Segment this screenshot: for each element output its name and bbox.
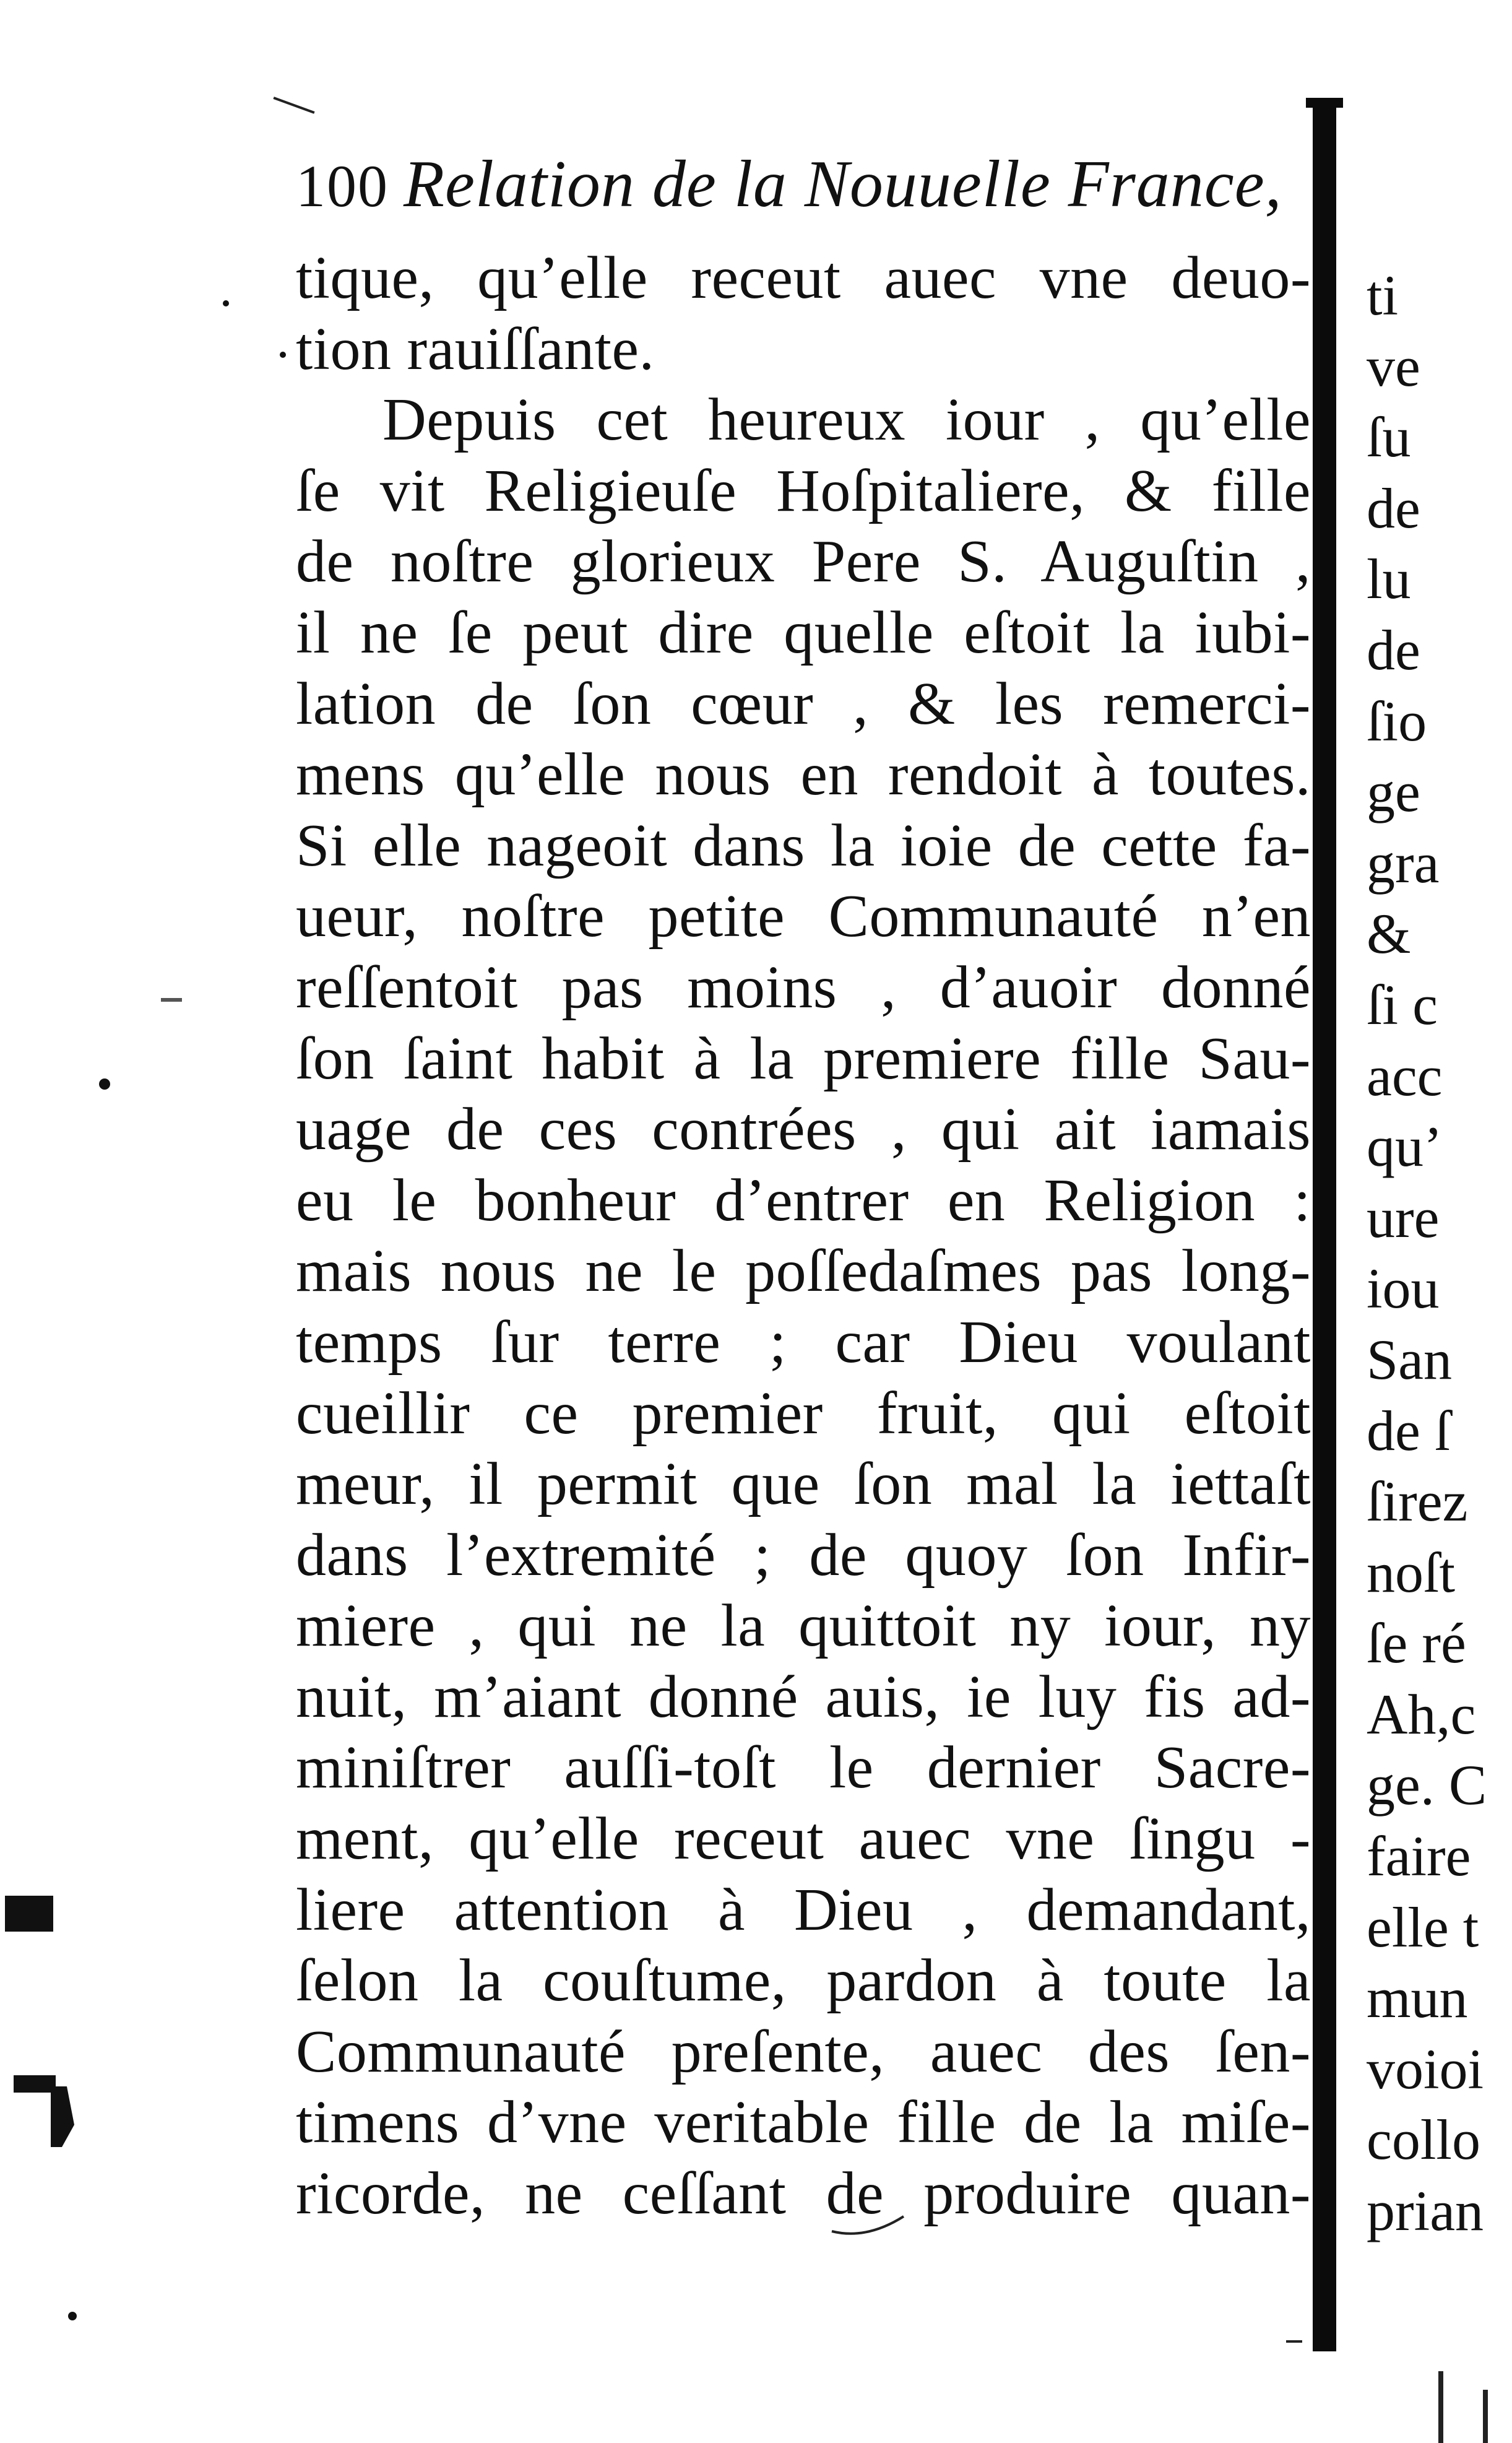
facing-page-line: de bbox=[1367, 476, 1420, 540]
facing-page-line: ure bbox=[1367, 1186, 1440, 1249]
text-line: ſe vit Religieuſe Hoſpitaliere, & fille bbox=[296, 457, 1311, 524]
catchword-flourish-mark bbox=[829, 2204, 916, 2241]
text-line: miniſtrer auſſi-toſt le dernier Sacre- bbox=[296, 1734, 1311, 1802]
facing-page-line: Ah,c bbox=[1367, 1682, 1476, 1746]
facing-page-line: lu bbox=[1367, 547, 1411, 611]
text-line: mens qu’elle nous en rendoit à toutes. bbox=[296, 741, 1311, 809]
text-line: tion rauiſſante. bbox=[296, 315, 655, 383]
margin-bracket-mark bbox=[12, 2068, 80, 2154]
edge-rule-mark bbox=[1483, 2390, 1488, 2443]
facing-page-line: ve bbox=[1367, 334, 1420, 398]
facing-page-line: mun bbox=[1367, 1966, 1468, 2030]
facing-page-line: & bbox=[1367, 902, 1411, 966]
stray-dot-mark bbox=[280, 352, 286, 358]
text-line: de noſtre glorieux Pere S. Auguſtin , bbox=[296, 528, 1311, 596]
facing-page-line: elle t bbox=[1367, 1895, 1479, 1959]
facing-page-line: qu’ bbox=[1367, 1115, 1443, 1179]
text-line: lation de ſon cœur , & les remerci- bbox=[296, 670, 1311, 737]
text-line: meur, il permit que ſon mal la iettaſt bbox=[296, 1451, 1311, 1518]
binding-gutter-bar bbox=[1313, 98, 1336, 2351]
margin-smudge-mark bbox=[161, 998, 182, 1002]
text-line: eu le bonheur d’entrer en Religion : bbox=[296, 1166, 1311, 1234]
facing-page-line: ſirez bbox=[1367, 1470, 1468, 1534]
facing-page-line: gra bbox=[1367, 831, 1440, 895]
facing-page-line: prian bbox=[1367, 2179, 1484, 2243]
text-line: ment, qu’elle receut auec vne ſingu - bbox=[296, 1805, 1311, 1873]
text-line: il ne ſe peut dire quelle eſtoit la iubi- bbox=[296, 599, 1311, 666]
text-line: mais nous ne le poſſedaſmes pas long- bbox=[296, 1238, 1311, 1305]
text-line: temps ſur terre ; car Dieu voulant bbox=[296, 1308, 1311, 1376]
facing-page-line: San bbox=[1367, 1327, 1452, 1391]
text-line: tique, qu’elle receut auec vne deuo- bbox=[296, 245, 1311, 311]
facing-page-line: acc bbox=[1367, 1044, 1443, 1108]
text-line: uage de ces contrées , qui ait iamais bbox=[296, 1096, 1311, 1163]
stray-dot-mark bbox=[68, 2312, 77, 2320]
text-line: cueillir ce premier fruit, qui eſtoit bbox=[296, 1379, 1311, 1447]
page-number: 100 bbox=[296, 153, 389, 219]
facing-page-fragment bbox=[1367, 260, 1512, 2247]
facing-page-line: ti bbox=[1367, 264, 1399, 327]
text-line: miere , qui ne la quittoit ny iour, ny bbox=[296, 1592, 1311, 1660]
text-line: nuit, m’aiant donné auis, ie luy fis ad- bbox=[296, 1663, 1311, 1730]
text-line: ſelon la couſtume, pardon à toute la bbox=[296, 1947, 1311, 2015]
text-line: Communauté preſente, auec des ſen- bbox=[296, 2018, 1311, 2085]
facing-page-line: ſio bbox=[1367, 689, 1427, 753]
facing-page-line: faire bbox=[1367, 1825, 1471, 1888]
facing-page-line: de ſ bbox=[1367, 1399, 1451, 1462]
text-line: Depuis cet heureux iour , qu’elle bbox=[382, 386, 1311, 454]
text-line: ſon ſaint habit à la premiere fille Sau- bbox=[296, 1025, 1311, 1092]
facing-page-line: ſi c bbox=[1367, 973, 1438, 1036]
facing-page-line: collo bbox=[1367, 2108, 1480, 2172]
stray-tick-mark bbox=[1286, 2340, 1302, 2343]
facing-page-line: ge. C bbox=[1367, 1753, 1487, 1817]
text-line: reſſentoit pas moins , d’auoir donné bbox=[296, 953, 1311, 1021]
facing-page-line: ſu bbox=[1367, 406, 1411, 469]
stray-dot-mark bbox=[223, 300, 229, 306]
text-line: dans l’extremité ; de quoy ſon Infir- bbox=[296, 1521, 1311, 1589]
text-line: liere attention à Dieu , demandant, bbox=[296, 1876, 1311, 1943]
facing-page-line: voioi bbox=[1367, 2037, 1484, 2101]
main-text-column bbox=[296, 243, 1311, 2229]
edge-rule-mark bbox=[1438, 2371, 1443, 2443]
text-line: ricorde, ne ceſſant de produire quan- bbox=[296, 2160, 1311, 2228]
running-title: Relation de la Nouuelle France, bbox=[404, 147, 1282, 221]
facing-page-line: de bbox=[1367, 618, 1420, 682]
text-line: timens d’vne veritable fille de la miſe- bbox=[296, 2089, 1311, 2156]
stray-tick-mark bbox=[273, 97, 314, 114]
facing-page-line: noſt bbox=[1367, 1540, 1456, 1604]
facing-page-line: ſe ré bbox=[1367, 1612, 1466, 1675]
text-line: ueur, noſtre petite Communauté n’en bbox=[296, 883, 1311, 950]
margin-block-mark bbox=[5, 1896, 53, 1932]
facing-page-line: ge bbox=[1367, 760, 1420, 824]
facing-page-line: iou bbox=[1367, 1257, 1440, 1321]
text-line: Si elle nageoit dans la ioie de cette fa- bbox=[296, 812, 1311, 879]
stray-dot-mark bbox=[99, 1078, 110, 1090]
running-header bbox=[296, 146, 1311, 227]
